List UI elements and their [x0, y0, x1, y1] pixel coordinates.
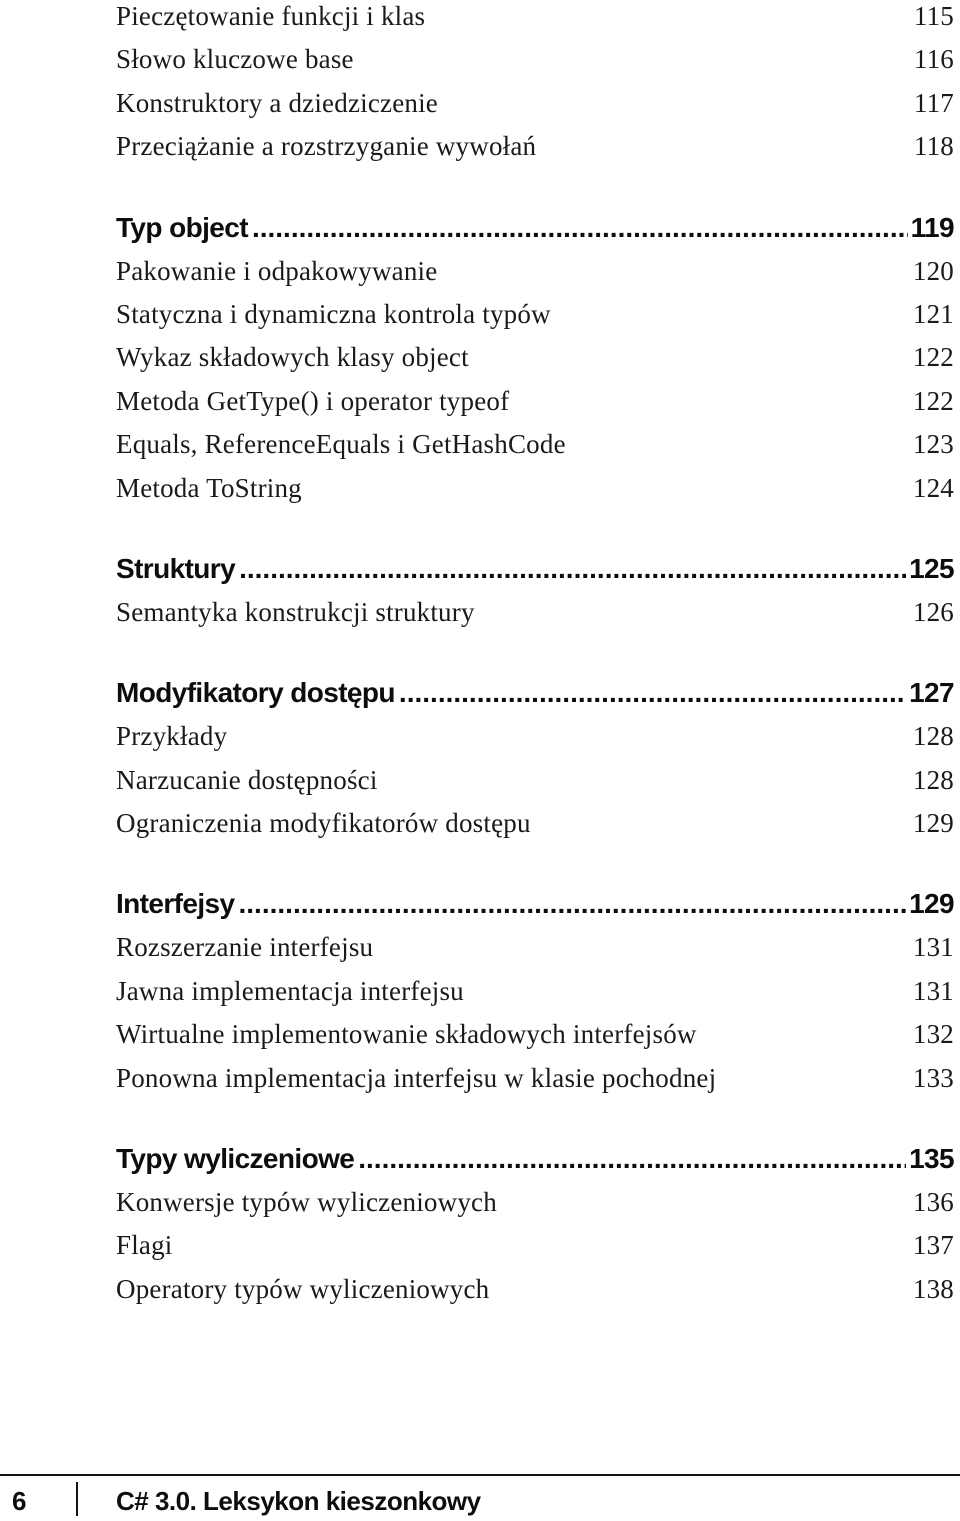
toc-entry-page: 128	[912, 721, 954, 752]
toc-section-page: 125	[909, 552, 954, 584]
toc-entry-title: Ponowna implementacja interfejsu w klasie pochodnej	[116, 1062, 717, 1093]
toc-entry-page: 116	[913, 44, 954, 75]
toc-entry	[116, 1224, 954, 1267]
toc-entry-page: 117	[913, 87, 954, 118]
toc-entry	[116, 293, 954, 336]
toc-entry	[116, 467, 954, 510]
toc-group	[116, 547, 954, 634]
toc-section-heading	[116, 671, 954, 715]
toc-entry-title: Statyczna i dynamiczna kontrola typów	[116, 298, 551, 329]
toc-entry-title: Equals, ReferenceEquals i GetHashCode	[116, 429, 566, 460]
toc-section-heading	[116, 882, 954, 926]
toc-entry	[116, 380, 954, 423]
toc-entry-page: 123	[912, 429, 954, 460]
toc-entry-page: 133	[912, 1062, 954, 1093]
toc-entry-title: Jawna implementacja interfejsu	[116, 975, 464, 1006]
toc-entry-title: Rozszerzanie interfejsu	[116, 932, 374, 963]
toc-entry-page: 137	[912, 1230, 954, 1261]
toc-entry-title: Wykaz składowych klasy object	[116, 342, 469, 373]
toc-entry-page: 128	[912, 764, 954, 795]
toc-group	[116, 206, 954, 510]
toc-group	[116, 1137, 954, 1311]
toc-entry-page: 122	[912, 385, 954, 416]
toc-section-heading	[116, 1137, 954, 1181]
toc-section-heading	[116, 206, 954, 250]
toc-entry-page: 122	[912, 342, 954, 373]
toc-entry-page: 126	[912, 596, 954, 627]
toc-entry	[116, 38, 954, 81]
toc-entry-page: 132	[912, 1019, 954, 1050]
toc-entry-page: 131	[912, 975, 954, 1006]
toc-section-title: Struktury	[116, 552, 236, 584]
toc-entry	[116, 591, 954, 634]
dot-leader	[358, 1137, 906, 1181]
toc-entry	[116, 250, 954, 293]
toc-section-title: Modyfikatory dostępu	[116, 677, 395, 709]
toc-entry-page: 138	[912, 1273, 954, 1304]
toc-entry-page: 120	[912, 255, 954, 286]
toc-entry-title: Przeciążanie a rozstrzyganie wywołań	[116, 131, 537, 162]
toc-entry-title: Metoda GetType() i operator typeof	[116, 385, 510, 416]
toc-entry-page: 124	[912, 472, 954, 503]
toc-entry	[116, 715, 954, 758]
toc-entry	[116, 926, 954, 969]
toc-entry	[116, 125, 954, 168]
toc-entry-title: Ograniczenia modyfikatorów dostępu	[116, 808, 531, 839]
toc-entry	[116, 970, 954, 1013]
toc-entry-page: 136	[912, 1187, 954, 1218]
toc-entry	[116, 423, 954, 466]
toc-entry	[116, 802, 954, 845]
toc-section-title: Interfejsy	[116, 888, 235, 920]
toc-entry	[116, 1268, 954, 1311]
toc-entry-title: Narzucanie dostępności	[116, 764, 378, 795]
toc-section-page: 127	[909, 677, 954, 709]
dot-leader	[252, 206, 908, 250]
toc-entry-page: 121	[912, 298, 954, 329]
toc-entry	[116, 82, 954, 125]
table-of-contents	[116, 0, 954, 1311]
toc-entry-page: 115	[913, 1, 954, 31]
toc-group	[116, 0, 954, 169]
toc-entry	[116, 336, 954, 379]
footer-page-number: 6	[12, 1486, 26, 1516]
toc-entry	[116, 1057, 954, 1100]
toc-entry-title: Flagi	[116, 1230, 173, 1261]
dot-leader	[399, 671, 906, 715]
toc-entry-title: Konstruktory a dziedziczenie	[116, 87, 438, 118]
toc-entry-page: 129	[912, 808, 954, 839]
toc-entry-title: Słowo kluczowe base	[116, 44, 354, 75]
page-footer	[0, 1478, 960, 1521]
toc-entry-title: Pieczętowanie funkcji i klas	[116, 1, 426, 31]
toc-entry-title: Operatory typów wyliczeniowych	[116, 1273, 490, 1304]
dot-leader	[239, 547, 906, 591]
toc-entry-title: Pakowanie i odpakowywanie	[116, 255, 438, 286]
dot-leader	[239, 882, 907, 926]
toc-entry-title: Przykłady	[116, 721, 228, 752]
toc-section-page: 129	[909, 888, 954, 920]
toc-entry	[116, 759, 954, 802]
toc-section-page: 135	[909, 1143, 954, 1175]
footer-separator	[76, 1482, 78, 1516]
footer-book-title: C# 3.0. Leksykon kieszonkowy	[116, 1486, 481, 1516]
footer-rule	[0, 1474, 960, 1476]
toc-entry-page: 118	[913, 131, 954, 162]
toc-group	[116, 671, 954, 845]
toc-section-title: Typ object	[116, 211, 248, 243]
toc-entry-page: 131	[912, 932, 954, 963]
toc-entry-title: Konwersje typów wyliczeniowych	[116, 1187, 497, 1218]
toc-section-page: 119	[910, 211, 954, 243]
toc-group	[116, 882, 954, 1100]
toc-entry	[116, 1013, 954, 1056]
toc-entry	[116, 0, 954, 38]
toc-section-title: Typy wyliczeniowe	[116, 1143, 355, 1175]
toc-entry	[116, 1181, 954, 1224]
toc-entry-title: Wirtualne implementowanie składowych interfejsów	[116, 1019, 697, 1050]
toc-section-heading	[116, 547, 954, 591]
toc-entry-title: Semantyka konstrukcji struktury	[116, 596, 475, 627]
toc-entry-title: Metoda ToString	[116, 472, 302, 503]
